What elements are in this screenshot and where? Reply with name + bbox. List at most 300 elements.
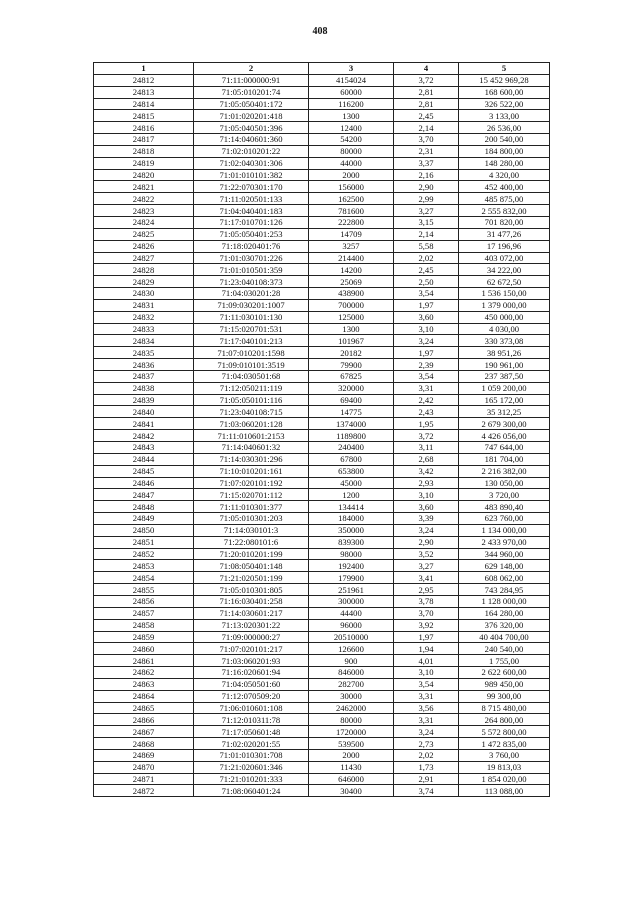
rate-cell: 2,45 [394,110,459,122]
rate-cell: 2,95 [394,584,459,596]
rate-cell: 3,92 [394,619,459,631]
row-number-cell: 24865 [94,702,194,714]
area-cell: 222800 [309,216,394,228]
value-cell: 130 050,00 [459,477,550,489]
cadastral-number-cell: 71:11:020501:133 [194,193,309,205]
rate-cell: 3,11 [394,442,459,454]
table-row [94,359,550,371]
area-cell: 25069 [309,276,394,288]
area-cell: 184000 [309,513,394,525]
rate-cell: 3,72 [394,74,459,86]
table-row [94,122,550,134]
rate-cell: 3,52 [394,548,459,560]
table-row [94,501,550,513]
area-cell: 30400 [309,785,394,797]
table-row [94,347,550,359]
cadastral-number-cell: 71:11:030101:130 [194,311,309,323]
rate-cell: 3,70 [394,607,459,619]
rate-cell: 1,97 [394,347,459,359]
value-cell: 3 760,00 [459,749,550,761]
rate-cell: 2,16 [394,169,459,181]
cadastral-number-cell: 71:05:010201:74 [194,86,309,98]
value-cell: 15 452 969,28 [459,74,550,86]
cadastral-number-cell: 71:03:060201:93 [194,655,309,667]
row-number-cell: 24845 [94,465,194,477]
row-number-cell: 24817 [94,134,194,146]
value-cell: 376 320,00 [459,619,550,631]
table-row [94,323,550,335]
table-row [94,667,550,679]
area-cell: 96000 [309,619,394,631]
area-cell: 54200 [309,134,394,146]
rate-cell: 1,97 [394,299,459,311]
value-cell: 1 379 000,00 [459,299,550,311]
cadastral-number-cell: 71:23:040108:373 [194,276,309,288]
row-number-cell: 24815 [94,110,194,122]
area-cell: 80000 [309,714,394,726]
cadastral-number-cell: 71:17:050601:48 [194,726,309,738]
rate-cell: 3,42 [394,465,459,477]
value-cell: 4 426 056,00 [459,430,550,442]
value-cell: 8 715 480,00 [459,702,550,714]
area-cell: 781600 [309,205,394,217]
rate-cell: 2,73 [394,738,459,750]
area-cell: 69400 [309,394,394,406]
column-header-2: 2 [194,63,309,75]
area-cell: 192400 [309,560,394,572]
area-cell: 67800 [309,453,394,465]
rate-cell: 5,58 [394,240,459,252]
table-row [94,382,550,394]
area-cell: 101967 [309,335,394,347]
table-row [94,714,550,726]
cadastral-number-cell: 71:08:050401:148 [194,560,309,572]
value-cell: 344 960,00 [459,548,550,560]
area-cell: 126600 [309,643,394,655]
rate-cell: 3,10 [394,323,459,335]
rate-cell: 3,10 [394,489,459,501]
table-row [94,678,550,690]
area-cell: 240400 [309,442,394,454]
value-cell: 485 875,00 [459,193,550,205]
rate-cell: 2,99 [394,193,459,205]
table-row [94,181,550,193]
table-row [94,98,550,110]
cadastral-number-cell: 71:02:010201:22 [194,145,309,157]
area-cell: 846000 [309,667,394,679]
value-cell: 2 679 300,00 [459,418,550,430]
row-number-cell: 24819 [94,157,194,169]
row-number-cell: 24841 [94,418,194,430]
table-row [94,299,550,311]
rate-cell: 2,93 [394,477,459,489]
rate-cell: 1,73 [394,761,459,773]
area-cell: 438900 [309,288,394,300]
rate-cell: 3,24 [394,726,459,738]
cadastral-number-cell: 71:04:050501:60 [194,678,309,690]
area-cell: 1300 [309,110,394,122]
table-row [94,631,550,643]
cadastral-number-cell: 71:13:020301:22 [194,619,309,631]
cadastral-number-cell: 71:07:020101:217 [194,643,309,655]
table-row [94,465,550,477]
row-number-cell: 24823 [94,205,194,217]
cadastral-number-cell: 71:21:010201:333 [194,773,309,785]
value-cell: 623 760,00 [459,513,550,525]
cadastral-number-cell: 71:01:010301:708 [194,749,309,761]
area-cell: 67825 [309,370,394,382]
rate-cell: 3,31 [394,690,459,702]
rate-cell: 3,27 [394,205,459,217]
table-header-row [94,63,550,75]
row-number-cell: 24871 [94,773,194,785]
cadastral-number-cell: 71:04:030501:68 [194,370,309,382]
value-cell: 1 536 150,00 [459,288,550,300]
table-row [94,560,550,572]
value-cell: 38 951,26 [459,347,550,359]
cadastral-number-cell: 71:01:010501:359 [194,264,309,276]
area-cell: 3257 [309,240,394,252]
column-header-4: 4 [394,63,459,75]
rate-cell: 3,24 [394,524,459,536]
page-number: 408 [312,26,328,37]
cadastral-number-cell: 71:11:000000:91 [194,74,309,86]
rate-cell: 3,60 [394,311,459,323]
area-cell: 214400 [309,252,394,264]
rate-cell: 3,37 [394,157,459,169]
row-number-cell: 24822 [94,193,194,205]
table-row [94,228,550,240]
value-cell: 184 800,00 [459,145,550,157]
rate-cell: 2,14 [394,228,459,240]
area-cell: 900 [309,655,394,667]
cadastral-number-cell: 71:14:040601:32 [194,442,309,454]
row-number-cell: 24846 [94,477,194,489]
row-number-cell: 24832 [94,311,194,323]
table-row [94,169,550,181]
value-cell: 35 312,25 [459,406,550,418]
row-number-cell: 24854 [94,572,194,584]
column-header-1: 1 [94,63,194,75]
area-cell: 251961 [309,584,394,596]
cadastral-number-cell: 71:03:060201:128 [194,418,309,430]
row-number-cell: 24828 [94,264,194,276]
row-number-cell: 24860 [94,643,194,655]
cadastral-number-cell: 71:07:010201:1598 [194,347,309,359]
value-cell: 62 672,50 [459,276,550,288]
area-cell: 14200 [309,264,394,276]
row-number-cell: 24816 [94,122,194,134]
rate-cell: 3,27 [394,560,459,572]
area-cell: 12400 [309,122,394,134]
table-row [94,442,550,454]
row-number-cell: 24818 [94,145,194,157]
value-cell: 164 280,00 [459,607,550,619]
rate-cell: 3,24 [394,335,459,347]
cadastral-number-cell: 71:23:040108:715 [194,406,309,418]
table-row [94,430,550,442]
row-number-cell: 24813 [94,86,194,98]
row-number-cell: 24839 [94,394,194,406]
table-row [94,394,550,406]
row-number-cell: 24844 [94,453,194,465]
value-cell: 330 373,08 [459,335,550,347]
cadastral-number-cell: 71:02:020201:55 [194,738,309,750]
rate-cell: 3,31 [394,714,459,726]
row-number-cell: 24859 [94,631,194,643]
area-cell: 44000 [309,157,394,169]
cadastral-number-cell: 71:17:040101:213 [194,335,309,347]
area-cell: 539500 [309,738,394,750]
cadastral-number-cell: 71:11:010601:2153 [194,430,309,442]
row-number-cell: 24824 [94,216,194,228]
area-cell: 98000 [309,548,394,560]
value-cell: 452 400,00 [459,181,550,193]
area-cell: 44400 [309,607,394,619]
value-cell: 1 854 020,00 [459,773,550,785]
cadastral-number-cell: 71:22:080101:6 [194,536,309,548]
rate-cell: 2,50 [394,276,459,288]
row-number-cell: 24872 [94,785,194,797]
table-row [94,264,550,276]
column-header-5: 5 [459,63,550,75]
cadastral-number-cell: 71:16:030401:258 [194,595,309,607]
table-row [94,749,550,761]
area-cell: 2000 [309,749,394,761]
rate-cell: 3,39 [394,513,459,525]
table-row [94,548,550,560]
cadastral-value-table [93,62,550,797]
cadastral-number-cell: 71:09:000000:27 [194,631,309,643]
value-cell: 1 755,00 [459,655,550,667]
row-number-cell: 24814 [94,98,194,110]
value-cell: 2 433 970,00 [459,536,550,548]
table-row [94,595,550,607]
rate-cell: 4,01 [394,655,459,667]
value-cell: 2 555 832,00 [459,205,550,217]
table-row [94,477,550,489]
rate-cell: 2,43 [394,406,459,418]
row-number-cell: 24868 [94,738,194,750]
area-cell: 320000 [309,382,394,394]
rate-cell: 3,72 [394,430,459,442]
area-cell: 2462000 [309,702,394,714]
row-number-cell: 24858 [94,619,194,631]
row-number-cell: 24826 [94,240,194,252]
area-cell: 179900 [309,572,394,584]
rate-cell: 3,56 [394,702,459,714]
table-row [94,785,550,797]
area-cell: 20510000 [309,631,394,643]
value-cell: 264 800,00 [459,714,550,726]
value-cell: 2 622 600,00 [459,667,550,679]
table-row [94,524,550,536]
value-cell: 326 522,00 [459,98,550,110]
value-cell: 629 148,00 [459,560,550,572]
table-row [94,702,550,714]
row-number-cell: 24869 [94,749,194,761]
value-cell: 31 477,26 [459,228,550,240]
rate-cell: 3,54 [394,370,459,382]
area-cell: 20182 [309,347,394,359]
value-cell: 40 404 700,00 [459,631,550,643]
cadastral-number-cell: 71:06:010601:108 [194,702,309,714]
value-cell: 148 280,00 [459,157,550,169]
cadastral-number-cell: 71:01:030701:226 [194,252,309,264]
cadastral-number-cell: 71:08:060401:24 [194,785,309,797]
table-row [94,252,550,264]
value-cell: 1 059 200,00 [459,382,550,394]
cadastral-number-cell: 71:05:040501:396 [194,122,309,134]
rate-cell: 2,90 [394,536,459,548]
table-row [94,134,550,146]
area-cell: 653800 [309,465,394,477]
area-cell: 45000 [309,477,394,489]
row-number-cell: 24847 [94,489,194,501]
value-cell: 747 644,00 [459,442,550,454]
area-cell: 839300 [309,536,394,548]
table-row [94,726,550,738]
table-row [94,572,550,584]
rate-cell: 2,14 [394,122,459,134]
value-cell: 1 128 000,00 [459,595,550,607]
rate-cell: 2,02 [394,252,459,264]
rate-cell: 1,95 [394,418,459,430]
table-row [94,619,550,631]
row-number-cell: 24837 [94,370,194,382]
row-number-cell: 24851 [94,536,194,548]
table-row [94,110,550,122]
cadastral-number-cell: 71:15:020701:112 [194,489,309,501]
area-cell: 60000 [309,86,394,98]
rate-cell: 2,39 [394,359,459,371]
row-number-cell: 24870 [94,761,194,773]
cadastral-number-cell: 71:04:030201:28 [194,288,309,300]
value-cell: 165 172,00 [459,394,550,406]
table-row [94,761,550,773]
table-row [94,406,550,418]
area-cell: 1200 [309,489,394,501]
table-row [94,193,550,205]
area-cell: 350000 [309,524,394,536]
rate-cell: 2,31 [394,145,459,157]
rate-cell: 3,54 [394,288,459,300]
value-cell: 200 540,00 [459,134,550,146]
cadastral-number-cell: 71:20:010201:199 [194,548,309,560]
cadastral-number-cell: 71:05:050401:253 [194,228,309,240]
row-number-cell: 24850 [94,524,194,536]
cadastral-number-cell: 71:14:030101:3 [194,524,309,536]
area-cell: 134414 [309,501,394,513]
row-number-cell: 24840 [94,406,194,418]
cadastral-number-cell: 71:12:010311:78 [194,714,309,726]
rate-cell: 3,78 [394,595,459,607]
value-cell: 989 450,00 [459,678,550,690]
cadastral-number-cell: 71:14:040601:360 [194,134,309,146]
value-cell: 240 540,00 [459,643,550,655]
cadastral-number-cell: 71:12:050211:119 [194,382,309,394]
value-cell: 1 134 000,00 [459,524,550,536]
row-number-cell: 24834 [94,335,194,347]
table-body [94,74,550,796]
column-header-3: 3 [309,63,394,75]
table-row [94,536,550,548]
cadastral-number-cell: 71:14:030601:217 [194,607,309,619]
rate-cell: 2,02 [394,749,459,761]
rate-cell: 3,31 [394,382,459,394]
area-cell: 300000 [309,595,394,607]
row-number-cell: 24864 [94,690,194,702]
area-cell: 282700 [309,678,394,690]
row-number-cell: 24855 [94,584,194,596]
cadastral-number-cell: 71:01:020201:418 [194,110,309,122]
area-cell: 1300 [309,323,394,335]
row-number-cell: 24829 [94,276,194,288]
value-cell: 3 133,00 [459,110,550,122]
row-number-cell: 24831 [94,299,194,311]
table-row [94,607,550,619]
table-row [94,145,550,157]
table-row [94,335,550,347]
area-cell: 80000 [309,145,394,157]
cadastral-number-cell: 71:22:070301:170 [194,181,309,193]
value-cell: 701 820,00 [459,216,550,228]
cadastral-number-cell: 71:21:020501:199 [194,572,309,584]
row-number-cell: 24830 [94,288,194,300]
cadastral-number-cell: 71:05:010301:805 [194,584,309,596]
rate-cell: 2,91 [394,773,459,785]
cadastral-number-cell: 71:01:010101:382 [194,169,309,181]
cadastral-number-cell: 71:05:050101:116 [194,394,309,406]
cadastral-number-cell: 71:09:030201:1007 [194,299,309,311]
value-cell: 483 890,40 [459,501,550,513]
rate-cell: 2,45 [394,264,459,276]
area-cell: 14709 [309,228,394,240]
table-row [94,655,550,667]
cadastral-number-cell: 71:05:010301:203 [194,513,309,525]
table-row [94,738,550,750]
area-cell: 30000 [309,690,394,702]
value-cell: 17 196,96 [459,240,550,252]
row-number-cell: 24863 [94,678,194,690]
area-cell: 116200 [309,98,394,110]
table-row [94,276,550,288]
area-cell: 162500 [309,193,394,205]
cadastral-number-cell: 71:02:040301:306 [194,157,309,169]
row-number-cell: 24825 [94,228,194,240]
row-number-cell: 24836 [94,359,194,371]
value-cell: 4 320,00 [459,169,550,181]
row-number-cell: 24862 [94,667,194,679]
row-number-cell: 24852 [94,548,194,560]
table-row [94,489,550,501]
value-cell: 181 704,00 [459,453,550,465]
row-number-cell: 24821 [94,181,194,193]
area-cell: 646000 [309,773,394,785]
area-cell: 156000 [309,181,394,193]
table-row [94,453,550,465]
cadastral-number-cell: 71:21:020601:346 [194,761,309,773]
area-cell: 125000 [309,311,394,323]
table-row [94,418,550,430]
area-cell: 4154024 [309,74,394,86]
rate-cell: 3,41 [394,572,459,584]
table-row [94,288,550,300]
value-cell: 2 216 382,00 [459,465,550,477]
table-row [94,513,550,525]
row-number-cell: 24866 [94,714,194,726]
row-number-cell: 24867 [94,726,194,738]
